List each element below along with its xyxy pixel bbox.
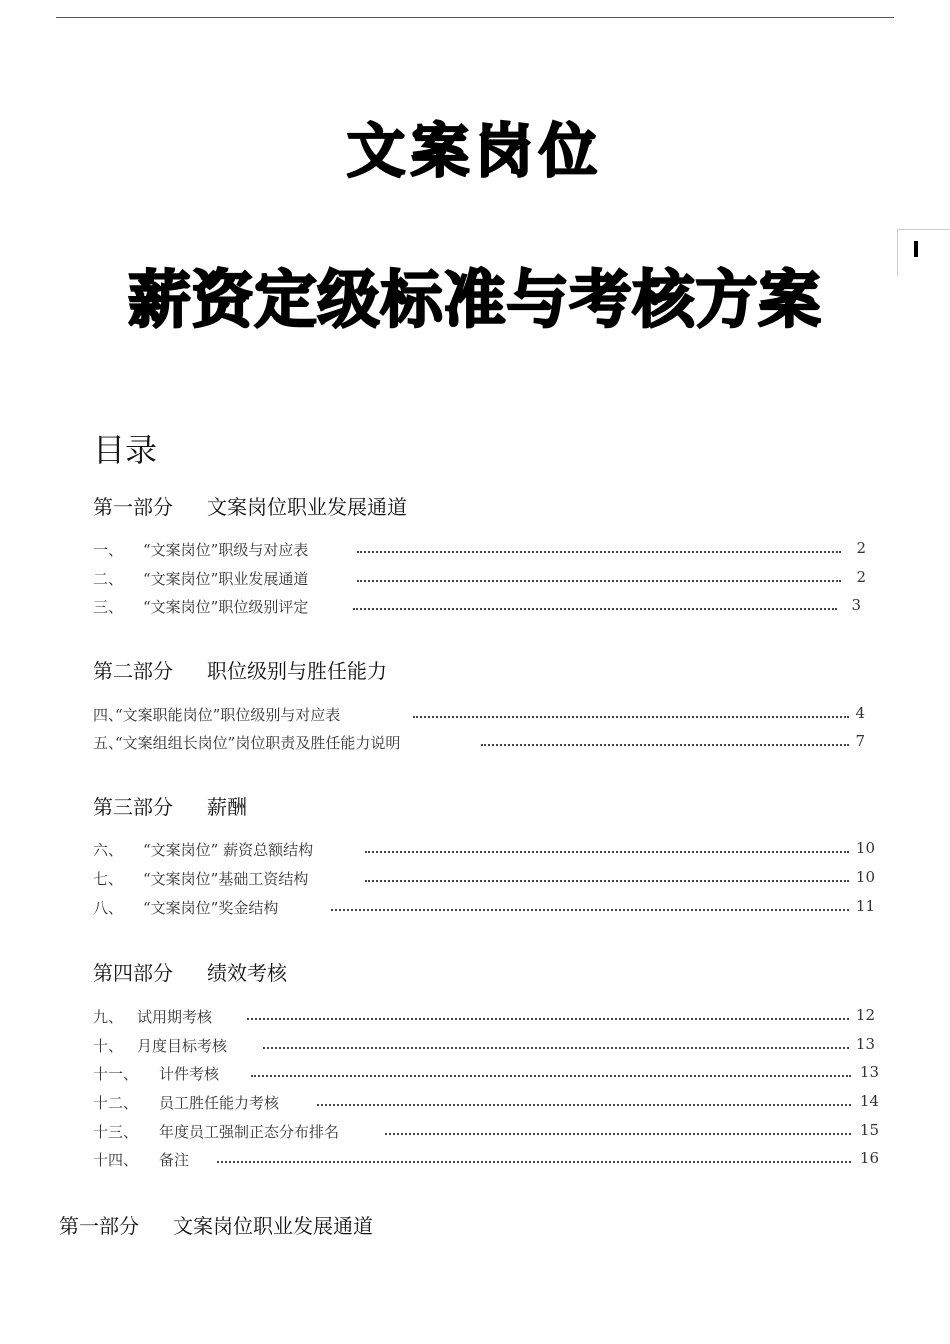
toc-entry[interactable] bbox=[93, 1121, 879, 1143]
entry-number: 四、 bbox=[93, 706, 124, 724]
dot-leader bbox=[263, 1047, 849, 1049]
entry-label: “文案岗位”基础工资结构 bbox=[143, 870, 309, 888]
toc-entry[interactable] bbox=[93, 839, 875, 861]
entry-label: 计件考核 bbox=[159, 1065, 220, 1083]
entry-number: 九、 bbox=[93, 1008, 124, 1026]
section-title: 薪酬 bbox=[207, 795, 247, 819]
entry-page-number: 14 bbox=[859, 1092, 879, 1110]
entry-page-number: 10 bbox=[855, 868, 875, 886]
entry-page-number: 15 bbox=[859, 1121, 879, 1139]
toc-entry[interactable] bbox=[93, 539, 866, 561]
entry-label: “文案岗位”职业发展通道 bbox=[143, 570, 309, 588]
dot-leader bbox=[331, 909, 849, 911]
section-title: 文案岗位职业发展通道 bbox=[207, 495, 407, 519]
document-title-line1: 文案岗位 bbox=[346, 117, 603, 185]
dot-leader bbox=[317, 1104, 851, 1106]
dot-leader bbox=[481, 744, 849, 746]
toc-entry[interactable] bbox=[93, 596, 861, 618]
entry-number: 十二、 bbox=[93, 1094, 139, 1112]
entry-label: “文案组组长岗位”岗位职责及胜任能力说明 bbox=[115, 734, 401, 752]
entry-number: 三、 bbox=[93, 598, 124, 616]
toc-entry[interactable] bbox=[93, 568, 866, 590]
entry-page-number: 13 bbox=[855, 1035, 875, 1053]
toc-entry[interactable] bbox=[93, 1006, 875, 1028]
toc-entry[interactable] bbox=[93, 1063, 879, 1085]
toc-section-1[interactable] bbox=[93, 491, 407, 520]
section-part-label: 第一部分 bbox=[59, 1214, 139, 1238]
dot-leader bbox=[247, 1018, 849, 1020]
entry-number: 十一、 bbox=[93, 1065, 139, 1083]
text-cursor-marker bbox=[897, 229, 950, 276]
section-title: 文案岗位职业发展通道 bbox=[173, 1214, 373, 1238]
entry-label: 员工胜任能力考核 bbox=[159, 1094, 280, 1112]
dot-leader bbox=[413, 716, 849, 718]
entry-number: 十三、 bbox=[93, 1123, 139, 1141]
dot-leader bbox=[217, 1161, 851, 1163]
entry-label: 试用期考核 bbox=[137, 1008, 213, 1026]
toc-entry[interactable] bbox=[93, 897, 875, 919]
toc-entry[interactable] bbox=[93, 704, 865, 726]
section-title: 职位级别与胜任能力 bbox=[207, 659, 387, 683]
entry-label: “文案岗位”奖金结构 bbox=[143, 899, 279, 917]
entry-number: 一、 bbox=[93, 541, 124, 559]
entry-page-number: 3 bbox=[851, 596, 861, 614]
entry-label: 年度员工强制正态分布排名 bbox=[159, 1123, 340, 1141]
entry-page-number: 13 bbox=[859, 1063, 879, 1081]
entry-number: 五、 bbox=[93, 734, 124, 752]
entry-number: 六、 bbox=[93, 841, 124, 859]
dot-leader bbox=[365, 851, 849, 853]
entry-page-number: 2 bbox=[856, 568, 866, 586]
entry-page-number: 11 bbox=[855, 897, 875, 915]
entry-page-number: 4 bbox=[855, 704, 865, 722]
toc-entry[interactable] bbox=[93, 732, 865, 754]
entry-page-number: 16 bbox=[859, 1149, 879, 1167]
dot-leader bbox=[357, 580, 841, 582]
toc-section-2[interactable] bbox=[93, 655, 387, 684]
entry-label: “文案岗位” 薪资总额结构 bbox=[143, 841, 314, 859]
entry-page-number: 7 bbox=[855, 732, 865, 750]
toc-section-3[interactable] bbox=[93, 791, 247, 820]
entry-number: 七、 bbox=[93, 870, 124, 888]
dot-leader bbox=[385, 1133, 851, 1135]
entry-label: 月度目标考核 bbox=[137, 1037, 228, 1055]
entry-number: 二、 bbox=[93, 570, 124, 588]
toc-entry[interactable] bbox=[93, 868, 875, 890]
body-section-heading bbox=[59, 1210, 373, 1239]
entry-page-number: 10 bbox=[855, 839, 875, 857]
entry-number: 十、 bbox=[93, 1037, 124, 1055]
toc-entry[interactable] bbox=[93, 1035, 875, 1057]
entry-label: 备注 bbox=[159, 1151, 190, 1169]
entry-label: “文案岗位”职级与对应表 bbox=[143, 541, 309, 559]
entry-label: “文案职能岗位”职位级别与对应表 bbox=[115, 706, 341, 724]
dot-leader bbox=[365, 880, 849, 882]
header-rule bbox=[56, 17, 894, 18]
section-part-label: 第一部分 bbox=[93, 495, 173, 519]
entry-page-number: 2 bbox=[856, 539, 866, 557]
document-title-line2: 薪资定级标准与考核方案 bbox=[128, 263, 822, 336]
toc-section-4[interactable] bbox=[93, 957, 287, 986]
entry-page-number: 12 bbox=[855, 1006, 875, 1024]
section-part-label: 第四部分 bbox=[93, 961, 173, 985]
section-title: 绩效考核 bbox=[207, 961, 287, 985]
entry-label: “文案岗位”职位级别评定 bbox=[143, 598, 309, 616]
toc-entry[interactable] bbox=[93, 1092, 879, 1114]
cursor-icon bbox=[914, 241, 918, 257]
section-part-label: 第三部分 bbox=[93, 795, 173, 819]
dot-leader bbox=[357, 551, 841, 553]
dot-leader bbox=[353, 608, 837, 610]
entry-number: 八、 bbox=[93, 899, 124, 917]
dot-leader bbox=[251, 1075, 851, 1077]
section-part-label: 第二部分 bbox=[93, 659, 173, 683]
toc-entry[interactable] bbox=[93, 1149, 879, 1171]
toc-heading: 目录 bbox=[93, 431, 158, 469]
entry-number: 十四、 bbox=[93, 1151, 139, 1169]
